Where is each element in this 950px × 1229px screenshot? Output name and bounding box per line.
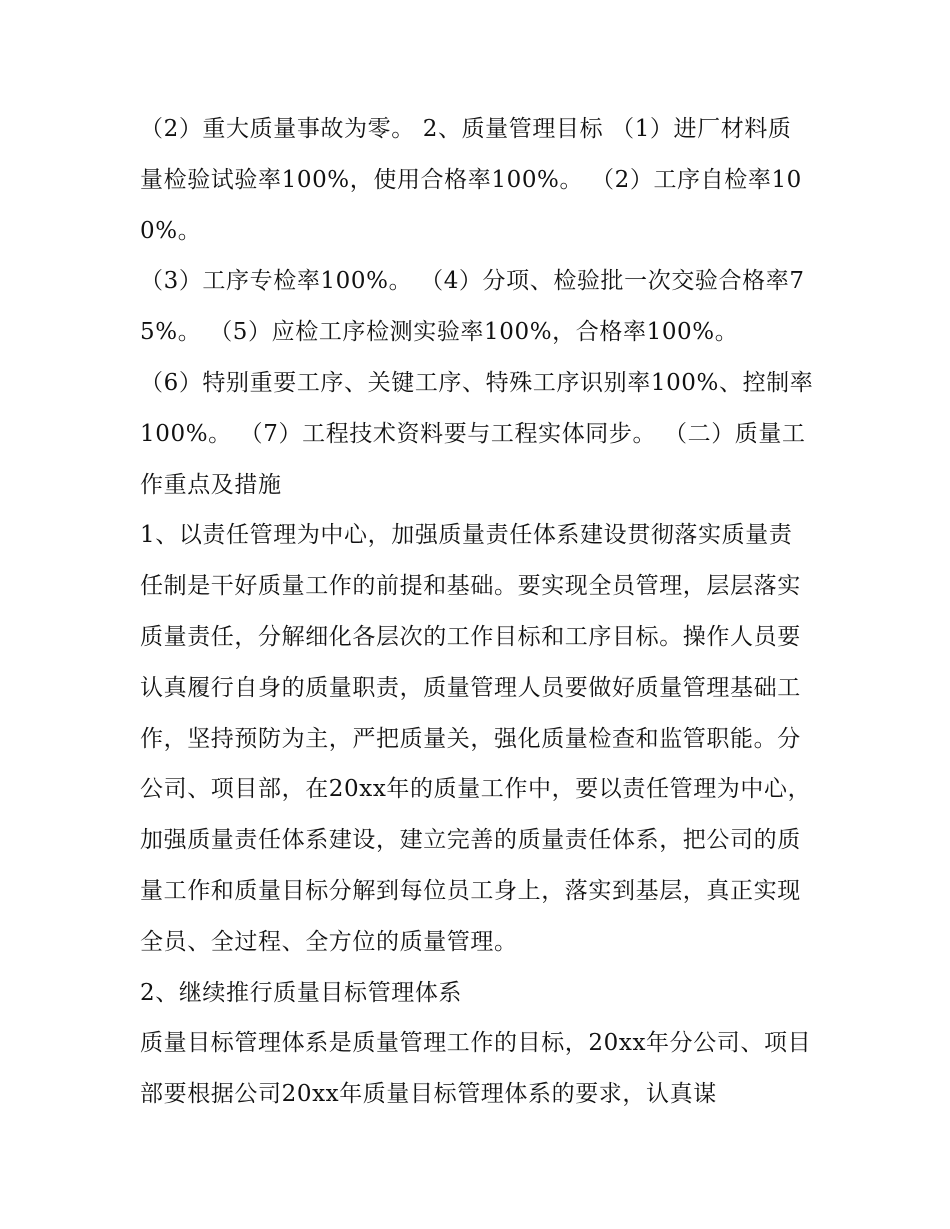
paragraph-responsibility-management: 1、以责任管理为中心，加强质量责任体系建设贯彻落实质量责任制是干好质量工作的前提和基础。要实现全员管理，层层落实质量责任，分解细化各层次的工作目标和工序目标。操作人员要认真履行自身的质量职责，质量管理人员要做好质量管理基础工作，坚持预防为主，严把质量关，强化质量检查和监管职能。分公司、项目部，在20xx年的质量工作中，要以责任管理为中心，加强质量责任体系建设，建立完善的质量责任体系，把公司的质量工作和质量目标分解到每位员工身上，落实到基层，真正实现全员、全过程、全方位的质量管理。 [140, 522, 812, 955]
paragraph-quality-target-2: （3）工序专检率100%。 （4）分项、检验批一次交验合格率75%。 （5）应检工序检测实验率100%，合格率100%。 [140, 268, 805, 346]
paragraph-heading-target-system: 2、继续推行质量目标管理体系 [140, 979, 463, 1006]
document-body [140, 104, 814, 1120]
paragraph-quality-target-1: （2）重大质量事故为零。 2、质量管理目标 （1）进厂材料质量检验试验率100%，使用合格率100%。 （2）工序自检率100%。 [140, 116, 802, 244]
paragraph-quality-target-3: （6）特别重要工序、关键工序、特殊工序识别率100%、控制率100%。 （7）工程技术资料要与工程实体同步。 （二）质量工作重点及措施 [140, 369, 814, 498]
paragraph-target-system: 质量目标管理体系是质量管理工作的目标，20xx年分公司、项目部要根据公司20xx年质量目标管理体系的要求，认真谋 [140, 1030, 812, 1108]
